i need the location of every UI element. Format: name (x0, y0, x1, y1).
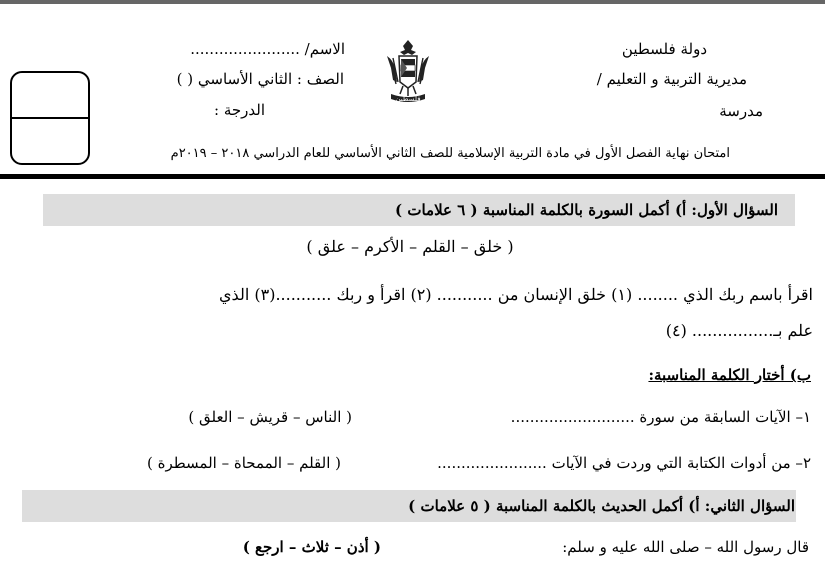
q1-item-2-text: ٢– من أدوات الكتابة التي وردت في الآيات ....................... (437, 454, 811, 472)
q1-word-bank: ( خلق – القلم – الأكرم – علق ) (306, 237, 514, 256)
top-border (0, 0, 825, 4)
q1-item-2-options: ( القلم – الممحاة – المسطرة ) (146, 454, 341, 472)
q1-part-b-title: ب) أختار الكلمة المناسبة: (648, 366, 811, 384)
directorate-label: مديرية التربية و التعليم / (596, 70, 747, 88)
grade-level-label: الصف : الثاني الأساسي ( ) (176, 70, 344, 88)
q1-surah-line-1: اقرأ باسم ربك الذي ........ (١) خلق الإنسان من ........... (٢) اقرأ و ربك ...........(٣) الذي (219, 285, 813, 304)
q1-surah-line-2: علم بـ................ (٤) (665, 321, 813, 340)
header-divider (0, 174, 825, 179)
score-box[interactable] (10, 71, 90, 165)
school-label: مدرسة (719, 102, 763, 120)
q1-title: السؤال الأول: أ) أكمل السورة بالكلمة المناسبة ( ٦ علامات ) (395, 201, 778, 219)
score-label: الدرجة : (214, 101, 265, 119)
q1-item-1-options: ( الناس – قريش – العلق ) (188, 408, 352, 426)
state-name: دولة فلسطين (621, 40, 707, 58)
q2-hadith-intro: قال رسول الله – صلى الله عليه و سلم: (562, 538, 809, 556)
q1-item-1-text: ١– الآيات السابقة من سورة .......................... (510, 408, 811, 426)
exam-title: امتحان نهاية الفصل الأول في مادة التربية الإسلامية للصف الثاني الأساسي للعام الدراسي ٢٠١٨ – ٢٠١٩م (170, 146, 730, 161)
q2-options: ( أذن – ثلاث – ارجع ) (242, 538, 381, 556)
q2-title: السؤال الثاني: أ) أكمل الحديث بالكلمة المناسبة ( ٥ علامات ) (408, 497, 795, 515)
emblem-caption: فلسطين (395, 95, 421, 103)
palestine-emblem (383, 38, 433, 106)
student-name-field[interactable]: الاسم/ ....................... (190, 40, 345, 58)
